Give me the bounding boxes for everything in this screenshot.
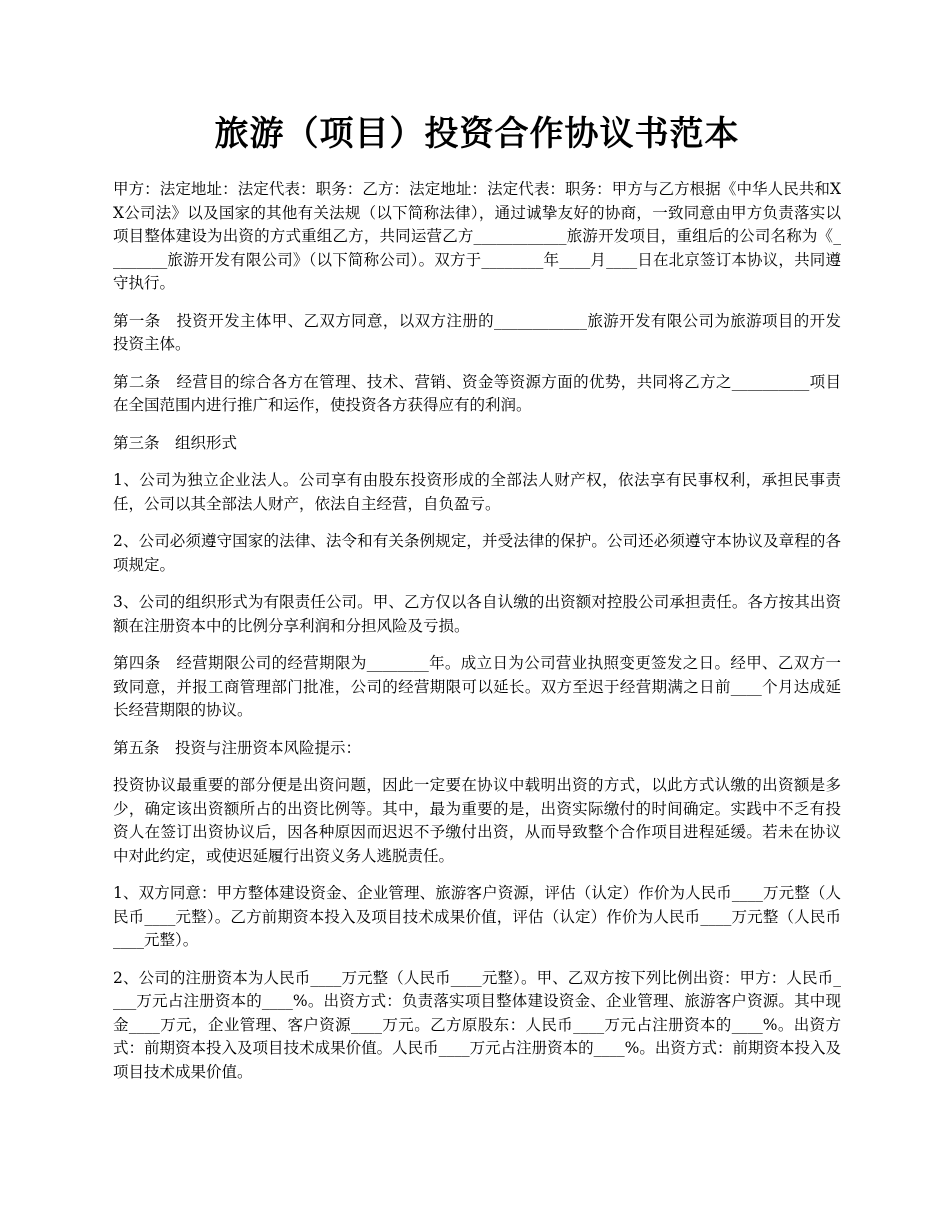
article-2-paragraph: 第二条 经营目的综合各方在管理、技术、营销、资金等资源方面的优势，共同将乙方之__________项目在全国范围内进行推广和运作，使投资各方获得应有的利润。 — [113, 372, 841, 414]
risk-notice-paragraph: 投资协议最重要的部分便是出资问题，因此一定要在协议中载明出资的方式，以此方式认缴的出资额是多少，确定该出资额所占的出资比例等。其中，最为重要的是，出资实际缴付的时间确定。实践中不乏有投资人在签订出资协议后，因各种原因而迟迟不予缴付出资，从而导致整个合作项目进程延缓。若未在协议中对此约定，或使迟延履行出资义务人逃脱责任。 — [113, 776, 841, 865]
article-5-item-1: 1、双方同意：甲方整体建设资金、企业管理、旅游客户资源，评估（认定）作价为人民币____万元整（人民币____元整）。乙方前期资本投入及项目技术成果价值，评估（认定）作价为人民币____万元整（人民币____元整）。 — [113, 884, 841, 949]
preamble-paragraph: 甲方：法定地址：法定代表：职务：乙方：法定地址：法定代表：职务：甲方与乙方根据《中华人民共和XX公司法》以及国家的其他有关法规（以下简称法律），通过诚挚友好的协商，一致同意由甲方负责落实以项目整体建设为出资的方式重组乙方，共同运营乙方____________旅游开发项目，重组后的公司名称为《________旅游开发有限公司》（以下简称公司）。双方于________年____月____日在北京签订本协议，共同遵守执行。 — [113, 180, 841, 292]
article-5-heading: 第五条 投资与注册资本风险提示： — [113, 738, 362, 757]
article-3-item-2: 2、公司必须遵守国家的法律、法令和有关条例规定，并受法律的保护。公司还必须遵守本协议及章程的各项规定。 — [113, 532, 841, 574]
article-3-item-1: 1、公司为独立企业法人。公司享有由股东投资形成的全部法人财产权，依法享有民事权利，承担民事责任，公司以其全部法人财产，依法自主经营，自负盈亏。 — [113, 471, 841, 513]
document-page — [113, 112, 841, 1098]
article-5-item-2: 2、公司的注册资本为人民币____万元整（人民币____元整）。甲、乙双方按下列比例出资：甲方：人民币____万元占注册资本的____%。出资方式：负责落实项目整体建设资金、企业管理、旅游客户资源。其中现金____万元，企业管理、客户资源____万元。乙方原股东：人民币____万元占注册资本的____%。出资方式：前期资本投入及项目技术成果价值。人民币____万元占注册资本的____%。出资方式：前期资本投入及项目技术成果价值。 — [113, 968, 841, 1081]
article-1-paragraph: 第一条 投资开发主体甲、乙双方同意，以双方注册的____________旅游开发有限公司为旅游项目的开发投资主体。 — [113, 311, 841, 353]
article-4-paragraph: 第四条 经营期限公司的经营期限为________年。成立日为公司营业执照变更签发之日。经甲、乙双方一致同意，并报工商管理部门批准，公司的经营期限可以延长。双方至迟于经营期满之日前____个月达成延长经营期限的协议。 — [113, 654, 841, 719]
article-3-heading: 第三条 组织形式 — [113, 433, 238, 452]
article-3-item-3: 3、公司的组织形式为有限责任公司。甲、乙方仅以各自认缴的出资额对控股公司承担责任。各方按其出资额在注册资本中的比例分享利润和分担风险及亏损。 — [113, 593, 841, 635]
document-title: 旅游（项目）投资合作协议书范本 — [214, 114, 740, 154]
